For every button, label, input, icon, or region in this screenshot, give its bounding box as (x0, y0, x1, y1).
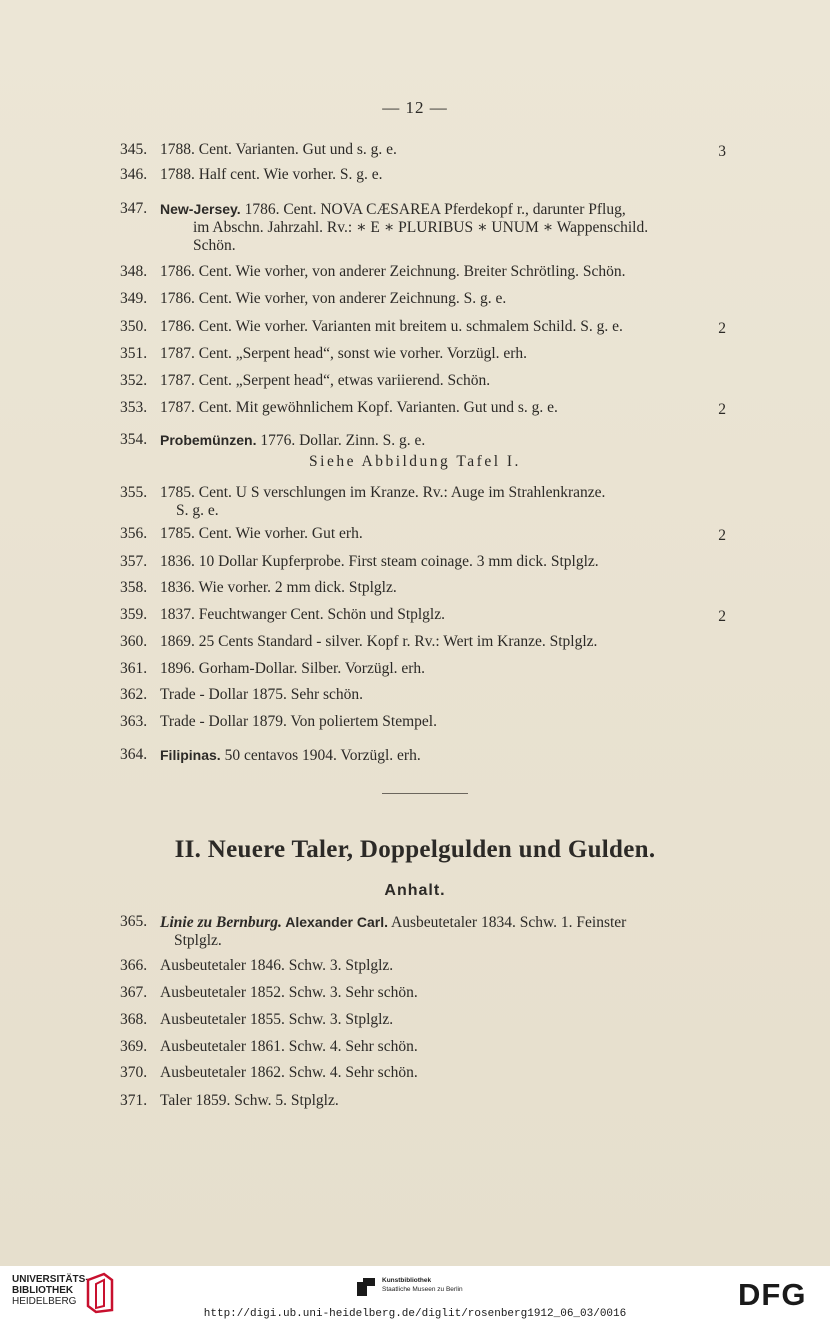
catalog-entry (120, 957, 394, 975)
catalog-entry (120, 290, 507, 308)
entry-text: 1786. Cent. Wie vorher, von anderer Zeichnung. Breiter Schrötling. Schön. (160, 263, 626, 280)
ub-logo-line: UNIVERSITÄTS- (12, 1274, 89, 1285)
entry-number: 346. (120, 166, 148, 183)
catalog-entry (120, 913, 627, 931)
entry-title: Filipinas. (160, 747, 221, 763)
catalog-entry (120, 606, 445, 624)
kb-logo-line: Staatliche Museen zu Berlin (382, 1286, 463, 1293)
entry-number: 352. (120, 372, 148, 389)
catalog-entry (120, 1011, 394, 1029)
entry-text: Ausbeutetaler 1861. Schw. 4. Sehr schön. (160, 1038, 418, 1055)
entry-number: 365. (120, 913, 148, 930)
catalog-entry (120, 746, 421, 764)
entry-continuation: Stplglz. (174, 932, 222, 949)
entry-price: 3 (718, 143, 726, 160)
entry-text: Ausbeutetaler 1846. Schw. 3. Stplglz. (160, 957, 394, 974)
entry-number: 370. (120, 1064, 148, 1081)
entry-text: 1788. Cent. Varianten. Gut und s. g. e. (160, 141, 397, 158)
catalog-entry (120, 399, 558, 417)
entry-number: 355. (120, 484, 148, 501)
catalog-entry (120, 200, 626, 218)
ub-heidelberg-logo[interactable] (12, 1274, 89, 1307)
entry-text: 1869. 25 Cents Standard - silver. Kopf r. Rv.: Wert im Kranze. Stplglz. (160, 633, 598, 650)
entry-number: 359. (120, 606, 148, 623)
entry-number: 356. (120, 525, 148, 542)
entry-price: 2 (718, 608, 726, 625)
entry-text: 1785. Cent. U S verschlungen im Kranze. Rv.: Auge im Strahlenkranze. (160, 484, 606, 501)
entry-text: 1786. Cent. Wie vorher. Varianten mit breitem u. schmalem Schild. S. g. e. (160, 318, 623, 335)
dfg-logo[interactable]: DFG (738, 1277, 807, 1312)
entry-subtitle: Alexander Carl. (281, 914, 388, 930)
catalog-entry (120, 1064, 418, 1082)
entry-text: 1787. Cent. „Serpent head“, etwas variierend. Schön. (160, 372, 491, 389)
catalog-entry (120, 633, 598, 651)
entry-number: 363. (120, 713, 148, 730)
catalog-entry (120, 553, 599, 571)
ub-logo-line: HEIDELBERG (12, 1296, 77, 1307)
entry-continuation: S. g. e. (176, 502, 219, 519)
entry-number: 360. (120, 633, 148, 650)
permalink-url[interactable]: http://digi.ub.uni-heidelberg.de/diglit/rosenberg1912_06_03/0016 (203, 1308, 627, 1320)
entry-title: New-Jersey. (160, 201, 241, 217)
entry-number: 364. (120, 746, 148, 763)
entry-number: 362. (120, 686, 148, 703)
entry-number: 351. (120, 345, 148, 362)
entry-number: 353. (120, 399, 148, 416)
entry-text: 1787. Cent. Mit gewöhnlichem Kopf. Varianten. Gut und s. g. e. (160, 399, 558, 416)
entry-price: 2 (718, 527, 726, 544)
entry-title: Probemünzen. (160, 432, 257, 448)
catalog-entry (120, 318, 623, 336)
entry-text: 1776. Dollar. Zinn. S. g. e. (256, 432, 426, 449)
catalog-entry (120, 372, 491, 390)
entry-price: 2 (718, 401, 726, 418)
catalog-entry (120, 579, 397, 597)
page-number: — 12 — (382, 98, 448, 117)
entry-text: 1896. Gorham-Dollar. Silber. Vorzügl. erh. (160, 660, 426, 677)
plate-reference: Siehe Abbildung Tafel I. (309, 453, 521, 470)
entry-text: 50 centavos 1904. Vorzügl. erh. (220, 747, 421, 764)
entry-number: 361. (120, 660, 148, 677)
entry-number: 347. (120, 200, 148, 217)
entry-text: 1788. Half cent. Wie vorher. S. g. e. (160, 166, 383, 183)
entry-number: 369. (120, 1038, 148, 1055)
catalog-entry (120, 713, 437, 731)
entry-text: 1785. Cent. Wie vorher. Gut erh. (160, 525, 363, 542)
entry-continuation: Schön. (193, 237, 236, 254)
entry-number: 357. (120, 553, 148, 570)
entry-number: 358. (120, 579, 148, 596)
entry-text: 1786. Cent. Wie vorher, von anderer Zeichnung. S. g. e. (160, 290, 507, 307)
catalog-entry (120, 984, 418, 1002)
entry-text: 1787. Cent. „Serpent head“, sonst wie vorher. Vorzügl. erh. (160, 345, 528, 362)
entry-number: 349. (120, 290, 148, 307)
sub-heading: Anhalt. (384, 882, 446, 899)
entry-text: 1836. 10 Dollar Kupferprobe. First steam coinage. 3 mm dick. Stplglz. (160, 553, 599, 570)
entry-number: 354. (120, 431, 148, 448)
entry-price: 2 (718, 320, 726, 337)
kunstbibliothek-icon (355, 1276, 377, 1298)
entry-number: 345. (120, 141, 148, 158)
entry-number: 366. (120, 957, 148, 974)
section-heading: II. Neuere Taler, Doppelgulden und Gulden. (174, 836, 656, 863)
catalog-entry (120, 484, 606, 502)
entry-text: Trade - Dollar 1875. Sehr schön. (160, 686, 364, 703)
catalog-entry (120, 166, 383, 184)
catalog-entry (120, 345, 528, 363)
entry-number: 367. (120, 984, 148, 1001)
entry-number: 348. (120, 263, 148, 280)
entry-text: 1836. Wie vorher. 2 mm dick. Stplglz. (160, 579, 397, 596)
entry-text: Ausbeutetaler 1852. Schw. 3. Sehr schön. (160, 984, 418, 1001)
entry-continuation: im Abschn. Jahrzahl. Rv.: ∗ E ∗ PLURIBUS ∗ UNUM ∗ Wappenschild. (193, 219, 649, 236)
catalog-entry (120, 1038, 418, 1056)
catalog-entry (120, 141, 397, 159)
entry-text: 1837. Feuchtwanger Cent. Schön und Stplglz. (160, 606, 445, 623)
catalog-entry (120, 431, 426, 449)
section-divider (382, 793, 468, 794)
catalog-entry (120, 263, 626, 281)
ub-logo-line: BIBLIOTHEK (12, 1285, 74, 1296)
catalog-entry (120, 525, 363, 543)
catalog-entry (120, 686, 364, 704)
entry-number: 371. (120, 1092, 148, 1109)
entry-text: Ausbeutetaler 1834. Schw. 1. Feinster (387, 914, 627, 931)
catalog-entry (120, 660, 426, 678)
viewer-footer (0, 1266, 830, 1323)
entry-number: 368. (120, 1011, 148, 1028)
entry-number: 350. (120, 318, 148, 335)
entry-text: Ausbeutetaler 1855. Schw. 3. Stplglz. (160, 1011, 394, 1028)
entry-text: 1786. Cent. NOVA CÆSAREA Pferdekopf r., darunter Pflug, (240, 201, 626, 218)
entry-title: Linie zu Bernburg. (160, 914, 282, 931)
entry-text: Ausbeutetaler 1862. Schw. 4. Sehr schön. (160, 1064, 418, 1081)
entry-text: Taler 1859. Schw. 5. Stplglz. (160, 1092, 339, 1109)
kunstbibliothek-logo[interactable] (382, 1276, 463, 1294)
kb-logo-line: Kunstbibliothek (382, 1277, 432, 1284)
entry-text: Trade - Dollar 1879. Von poliertem Stempel. (160, 713, 437, 730)
catalog-entry (120, 1092, 339, 1110)
